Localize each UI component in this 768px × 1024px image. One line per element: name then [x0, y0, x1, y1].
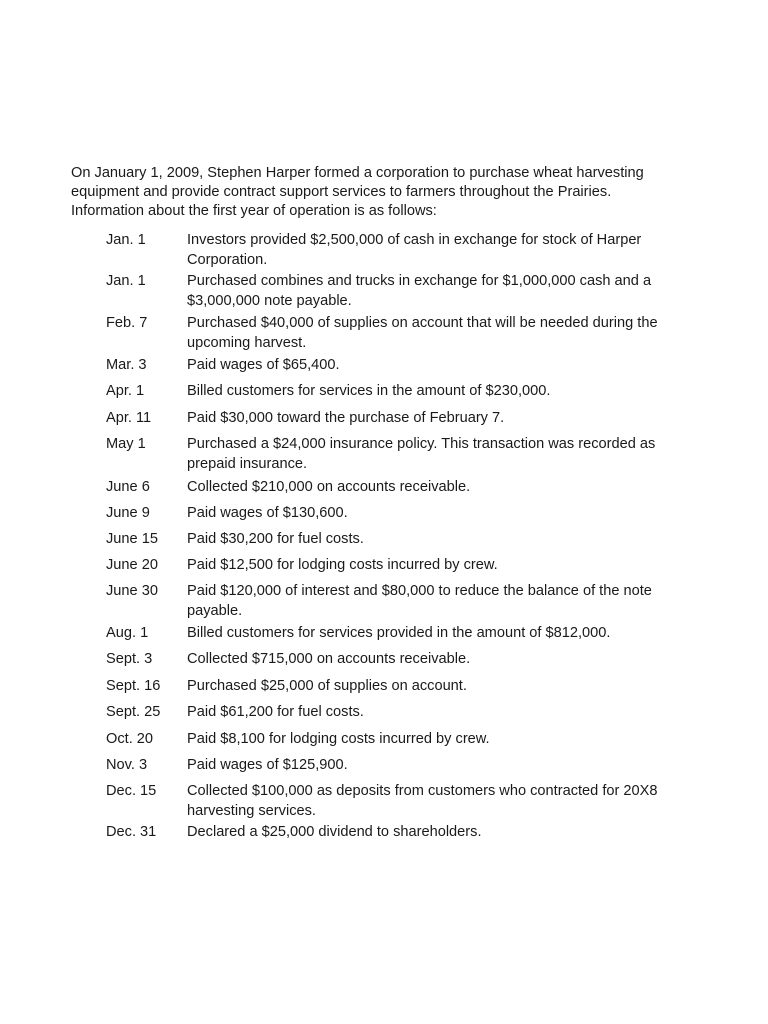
transaction-date: Aug. 1: [106, 625, 149, 641]
description-line: Billed customers for services provided in the amount of $812,000.: [187, 625, 611, 641]
description-line: Paid $30,200 for fuel costs.: [187, 531, 364, 547]
description-line: Investors provided $2,500,000 of cash in exchange for stock of Harper: [187, 232, 642, 248]
transaction-date: Dec. 31: [106, 824, 157, 840]
transaction-date: May 1: [106, 436, 146, 452]
description-line: Paid $30,000 toward the purchase of February 7.: [187, 410, 505, 426]
description-line: Purchased $40,000 of supplies on account that will be needed during the: [187, 315, 658, 331]
transaction-description: [187, 782, 687, 821]
transaction-date: Jan. 1: [106, 273, 146, 289]
description-line: $3,000,000 note payable.: [187, 292, 352, 309]
transaction-description: [187, 756, 687, 776]
description-line: prepaid insurance.: [187, 455, 308, 472]
description-line: Corporation.: [187, 251, 268, 268]
transaction-date: Dec. 15: [106, 783, 157, 799]
description-line: Paid wages of $65,400.: [187, 357, 340, 373]
transaction-description: [187, 703, 687, 723]
description-line: Collected $100,000 as deposits from customers who contracted for 20X8: [187, 783, 658, 799]
transaction-description: [187, 624, 687, 644]
transaction-description: [187, 650, 687, 670]
transaction-date: June 20: [106, 557, 158, 573]
description-line: Declared a $25,000 dividend to shareholders.: [187, 824, 482, 840]
transaction-description: [187, 530, 687, 550]
transaction-date: June 6: [106, 479, 150, 495]
transaction-description: [187, 478, 687, 498]
description-line: harvesting services.: [187, 802, 316, 819]
description-line: Paid wages of $130,600.: [187, 505, 348, 521]
intro-line: Information about the first year of operation is as follows:: [71, 203, 437, 219]
transaction-description: [187, 730, 687, 750]
transaction-description: [187, 356, 687, 376]
transaction-date: Feb. 7: [106, 315, 148, 331]
transaction-date: Mar. 3: [106, 357, 147, 373]
description-line: Paid $8,100 for lodging costs incurred by crew.: [187, 731, 490, 747]
intro-line: On January 1, 2009, Stephen Harper formed a corporation to purchase wheat harvesting: [71, 165, 644, 181]
description-line: Paid wages of $125,900.: [187, 757, 348, 773]
description-line: Paid $61,200 for fuel costs.: [187, 704, 364, 720]
description-line: Purchased a $24,000 insurance policy. This transaction was recorded as: [187, 436, 656, 452]
transaction-date: June 9: [106, 505, 150, 521]
description-line: Paid $120,000 of interest and $80,000 to reduce the balance of the note: [187, 583, 652, 599]
transaction-description: [187, 382, 687, 402]
transaction-date: Nov. 3: [106, 757, 148, 773]
description-line: Purchased $25,000 of supplies on account.: [187, 678, 467, 694]
transaction-date: Apr. 1: [106, 383, 145, 399]
description-line: Purchased combines and trucks in exchange for $1,000,000 cash and a: [187, 273, 652, 289]
description-line: Billed customers for services in the amount of $230,000.: [187, 383, 551, 399]
transaction-date: Oct. 20: [106, 731, 154, 747]
description-line: Collected $210,000 on accounts receivable.: [187, 479, 471, 495]
description-line: Collected $715,000 on accounts receivable.: [187, 651, 471, 667]
transaction-date: Sept. 3: [106, 651, 153, 667]
transaction-date: June 30: [106, 583, 158, 599]
transaction-description: [187, 435, 687, 474]
transaction-date: Apr. 11: [106, 410, 152, 426]
transaction-date: June 15: [106, 531, 158, 547]
description-line: payable.: [187, 602, 243, 619]
transaction-description: [187, 556, 687, 576]
intro-line: equipment and provide contract support services to farmers throughout the Prairies.: [71, 184, 612, 200]
transaction-description: [187, 272, 687, 311]
transaction-description: [187, 231, 687, 270]
transaction-date: Jan. 1: [106, 232, 146, 248]
description-line: Paid $12,500 for lodging costs incurred by crew.: [187, 557, 498, 573]
description-line: upcoming harvest.: [187, 334, 307, 351]
transaction-description: [187, 823, 687, 843]
intro-paragraph: [71, 164, 691, 221]
transaction-date: Sept. 25: [106, 704, 161, 720]
transaction-description: [187, 582, 687, 621]
transaction-description: [187, 409, 687, 429]
transaction-date: Sept. 16: [106, 678, 161, 694]
transaction-description: [187, 677, 687, 697]
transaction-description: [187, 314, 687, 353]
transaction-description: [187, 504, 687, 524]
